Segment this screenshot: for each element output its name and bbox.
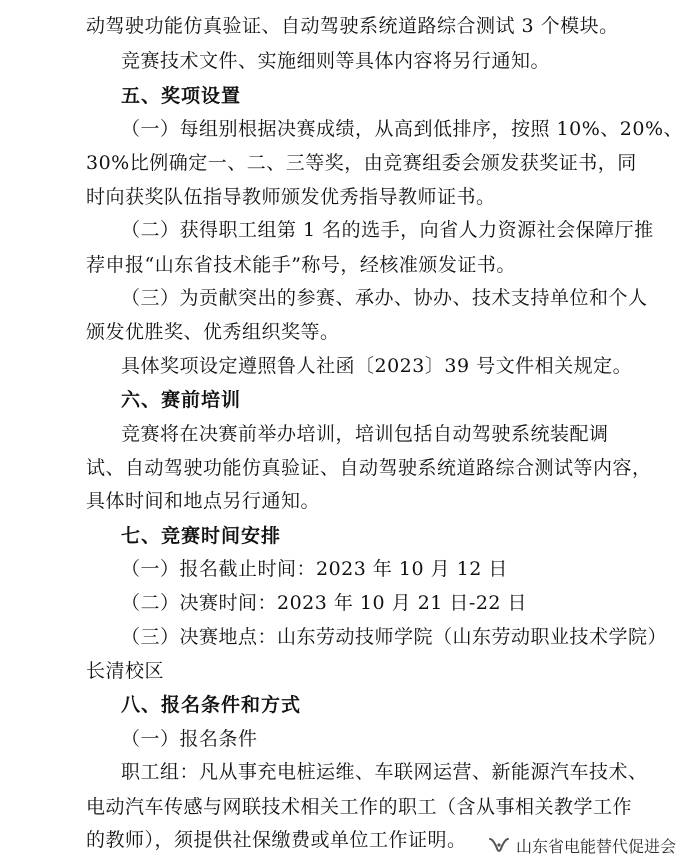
paragraph-line: 时向获奖队伍指导教师颁发优秀指导教师证书。 — [86, 185, 496, 208]
paragraph-line: （一）报名条件 — [121, 727, 258, 750]
paragraph-line: 荐申报“山东省技术能手”称号，经核准颁发证书。 — [86, 253, 516, 276]
paragraph-line: 颁发优胜奖、优秀组织奖等。 — [86, 321, 340, 344]
paragraph-line: 竞赛技术文件、实施细则等具体内容将另行通知。 — [121, 50, 551, 73]
paragraph-line: （二）获得职工组第 1 名的选手，向省人力资源社会保障厅推 — [121, 219, 654, 242]
paragraph-line: 具体时间和地点另行通知。 — [86, 490, 321, 513]
watermark — [488, 834, 676, 857]
paragraph-line: 动驾驶功能仿真验证、自动驾驶系统道路综合测试 3 个模块。 — [86, 15, 619, 37]
paragraph-line: （三）为贡献突出的参赛、承办、协办、技术支持单位和个人 — [121, 287, 648, 309]
paragraph-line: 职工组：凡从事充电桩运维、车联网运营、新能源汽车技术、 — [121, 761, 648, 784]
section-heading: 八、报名条件和方式 — [121, 693, 302, 716]
paragraph-line: （二）决赛时间：2023 年 10 月 21 日-22 日 — [121, 592, 528, 615]
watermark-text: 山东省电能替代促进会 — [515, 837, 676, 856]
wechat-channel-icon — [488, 836, 510, 856]
paragraph-line: （一）每组别根据决赛成绩，从高到低排序，按照 10%、20%、 — [121, 118, 684, 140]
paragraph-line: 的教师），须提供社保缴费或单位工作证明。 — [86, 829, 467, 851]
section-heading: 七、竞赛时间安排 — [121, 524, 282, 547]
paragraph-line: 长清校区 — [86, 660, 165, 683]
section-heading: 五、奖项设置 — [121, 84, 242, 107]
paragraph-line: 电动汽车传感与网联技术相关工作的职工（含从事相关教学工作 — [86, 795, 633, 818]
paragraph-line: 竞赛将在决赛前举办培训，培训包括自动驾驶系统装配调 — [121, 422, 609, 445]
paragraph-line: 具体奖项设定遵照鲁人社函〔2023〕39 号文件相关规定。 — [121, 354, 633, 377]
paragraph-line: （三）决赛地点：山东劳动技师学院（山东劳动职业技术学院） — [121, 625, 668, 648]
paragraph-line: 试、自动驾驶功能仿真验证、自动驾驶系统道路综合测试等内容， — [86, 456, 652, 479]
paragraph-line: （一）报名截止时间：2023 年 10 月 12 日 — [121, 558, 508, 580]
section-heading: 六、赛前培训 — [121, 389, 242, 412]
paragraph-line: 30%比例确定一、二、三等奖，由竞赛组委会颁发获奖证书，同 — [86, 152, 637, 175]
